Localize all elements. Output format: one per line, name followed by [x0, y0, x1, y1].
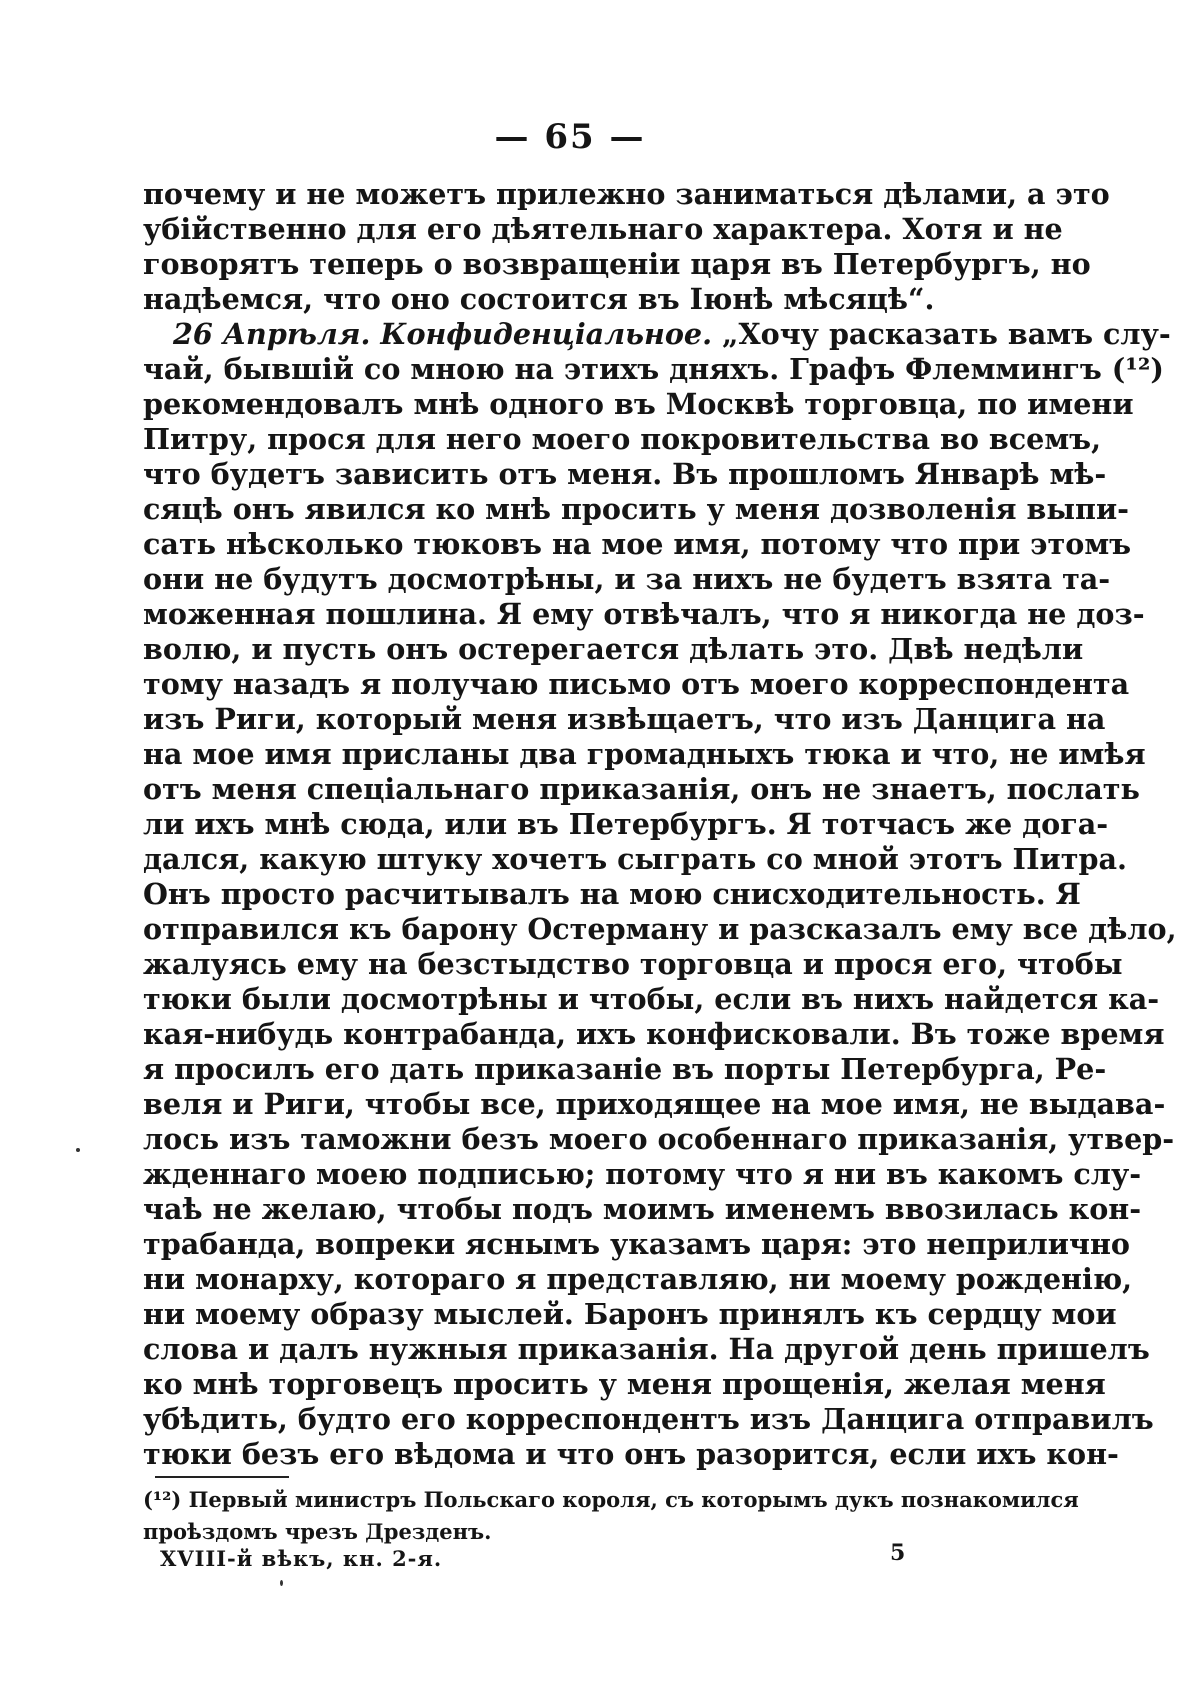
- signature-mark: XVIII-й вѣкъ, кн. 2-я.: [160, 1546, 443, 1571]
- text-line: ни монарху, котораго я представляю, ни моему рожденію,: [143, 1262, 1133, 1296]
- print-speck: [280, 1580, 283, 1586]
- text-line: моженная пошлина. Я ему отвѣчалъ, что я никогда не доз-: [143, 597, 1145, 631]
- text-line: трабанда, вопреки яснымъ указамъ царя: это неприлично: [143, 1227, 1130, 1261]
- text-line: ли ихъ мнѣ сюда, или въ Петербургъ. Я тотчасъ же дога-: [143, 807, 1109, 841]
- text-line: веля и Риги, чтобы все, приходящее на мое имя, не выдава-: [143, 1087, 1166, 1121]
- text-line: чай, бывшій со мною на этихъ дняхъ. Графъ Флеммингъ (¹²): [143, 352, 1164, 386]
- print-speck: [76, 1148, 80, 1152]
- text-line: изъ Риги, который меня извѣщаетъ, что изъ Данцига на: [143, 702, 1106, 736]
- text-line: жалуясь ему на безстыдство торговца и прося его, чтобы: [143, 947, 1123, 981]
- text-line: чаѣ не желаю, чтобы подъ моимъ именемъ ввозилась кон-: [143, 1192, 1142, 1226]
- entry-text-start: „Хочу расказать вамъ слу-: [722, 317, 1171, 351]
- main-text: [143, 177, 1177, 1472]
- page-number: — 65 —: [494, 117, 646, 157]
- text-line: тому назадъ я получаю письмо отъ моего корреспондента: [143, 667, 1130, 701]
- text-line: кая-нибудь контрабанда, ихъ конфисковали. Въ тоже время: [143, 1017, 1165, 1051]
- text-line: сать нѣсколько тюковъ на мое имя, потому что при этомъ: [143, 527, 1132, 561]
- text-line: они не будутъ досмотрѣны, и за нихъ не будетъ взята та-: [143, 562, 1111, 596]
- text-line: я просилъ его дать приказаніе въ порты Петербурга, Ре-: [143, 1052, 1107, 1086]
- text-line: говорятъ теперь о возвращеніи царя въ Петербургъ, но: [143, 247, 1091, 281]
- text-line: почему и не можетъ прилежно заниматься дѣлами, а это: [143, 177, 1110, 211]
- text-line: надѣемся, что оно состоится въ Іюнѣ мѣсяцѣ“.: [143, 282, 935, 316]
- text-line: тюки были досмотрѣны и чтобы, если въ нихъ найдется ка-: [143, 982, 1160, 1016]
- text-line: ко мнѣ торговецъ просить у меня прощенія, желая меня: [143, 1367, 1106, 1401]
- text-line: ни моему образу мыслей. Баронъ принялъ къ сердцу мои: [143, 1297, 1117, 1331]
- text-line: убѣдить, будто его корреспондентъ изъ Данцига отправилъ: [143, 1402, 1154, 1436]
- text-line: отправился къ барону Остерману и разсказалъ ему все дѣло,: [143, 912, 1177, 946]
- footnote-line: (¹²) Первый министръ Польскаго короля, съ которымъ дукъ познакомился: [143, 1487, 1079, 1512]
- text-line: лось изъ таможни безъ моего особеннаго приказанія, утвер-: [143, 1122, 1175, 1156]
- text-line: тюки безъ его вѣдома и что онъ разорится, если ихъ кон-: [143, 1437, 1119, 1471]
- sheet-number: 5: [890, 1540, 906, 1566]
- text-line: Питру, прося для него моего покровительства во всемъ,: [143, 422, 1102, 456]
- footnote: [143, 1484, 1079, 1548]
- text-line: Онъ просто расчитывалъ на мою снисходительность. Я: [143, 877, 1081, 911]
- entry-date: 26 Апрѣля. Конфиденціальное.: [173, 317, 713, 351]
- text-line: убійственно для его дѣятельнаго характера. Хотя и не: [143, 212, 1063, 246]
- text-line: волю, и пусть онъ остерегается дѣлать это. Двѣ недѣли: [143, 632, 1084, 666]
- entry-heading-line: [143, 317, 1171, 352]
- text-line: рекомендовалъ мнѣ одного въ Москвѣ торговца, по имени: [143, 387, 1134, 421]
- footnote-divider: [155, 1476, 289, 1478]
- text-line: жденнаго моею подписью; потому что я ни въ какомъ слу-: [143, 1157, 1142, 1191]
- text-line: что будетъ зависить отъ меня. Въ прошломъ Январѣ мѣ-: [143, 457, 1107, 491]
- text-line: слова и далъ нужныя приказанія. На другой день пришелъ: [143, 1332, 1150, 1366]
- text-line: сяцѣ онъ явился ко мнѣ просить у меня дозволенія выпи-: [143, 492, 1130, 526]
- text-line: отъ меня спеціальнаго приказанія, онъ не знаетъ, послать: [143, 772, 1140, 806]
- footnote-line: проѣздомъ чрезъ Дрезденъ.: [143, 1519, 492, 1544]
- text-line: на мое имя присланы два громадныхъ тюка и что, не имѣя: [143, 737, 1146, 771]
- text-line: дался, какую штуку хочетъ сыграть со мной этотъ Питра.: [143, 842, 1127, 876]
